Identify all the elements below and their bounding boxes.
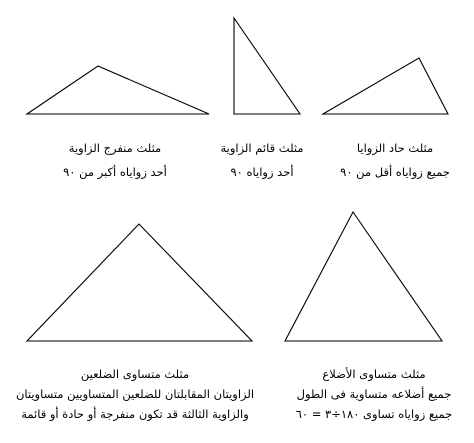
acute-triangle-desc: جميع زواياه أقل من ٩٠ [340,165,450,179]
acute-triangle-shape [323,58,448,114]
isosceles-triangle-desc-1: الزاويتان المقابلتان للضلعين المتساويين متساويتان [15,387,255,401]
right-triangle-title: مثلث قائم الزاوية [220,141,304,155]
equilateral-triangle-desc-1: جميع أضلاعه متساوية فى الطول [296,387,452,401]
right-triangle-caption [207,138,317,182]
obtuse-triangle-desc: أحد زواياه أكبر من ٩٠ [63,165,167,179]
equilateral-triangle-desc-2: جميع زواياه تساوى ١٨٠÷٣ = ٦٠ [295,407,453,421]
isosceles-triangle-desc-2: والزاوية الثالثة قد تكون منفرجة أو حادة أو قائمة [21,407,249,421]
right-triangle-desc: أحد زواياه ٩٠ [230,165,294,179]
equilateral-triangle-caption [276,364,472,424]
obtuse-triangle-caption [40,138,190,182]
isosceles-triangle-title: مثلث متساوى الضلعين [80,367,190,381]
equilateral-triangle-shape [285,212,442,341]
obtuse-triangle-shape [27,66,209,114]
isosceles-triangle-shape [27,224,252,341]
acute-triangle-caption [330,138,460,182]
right-triangle-shape [234,18,300,114]
equilateral-triangle-title: مثلث متساوى الأضلاع [322,367,426,381]
isosceles-triangle-caption [0,364,270,424]
obtuse-triangle-title: مثلث منفرج الزاوية [68,141,162,155]
acute-triangle-title: مثلث حاد الزوايا [356,141,434,155]
